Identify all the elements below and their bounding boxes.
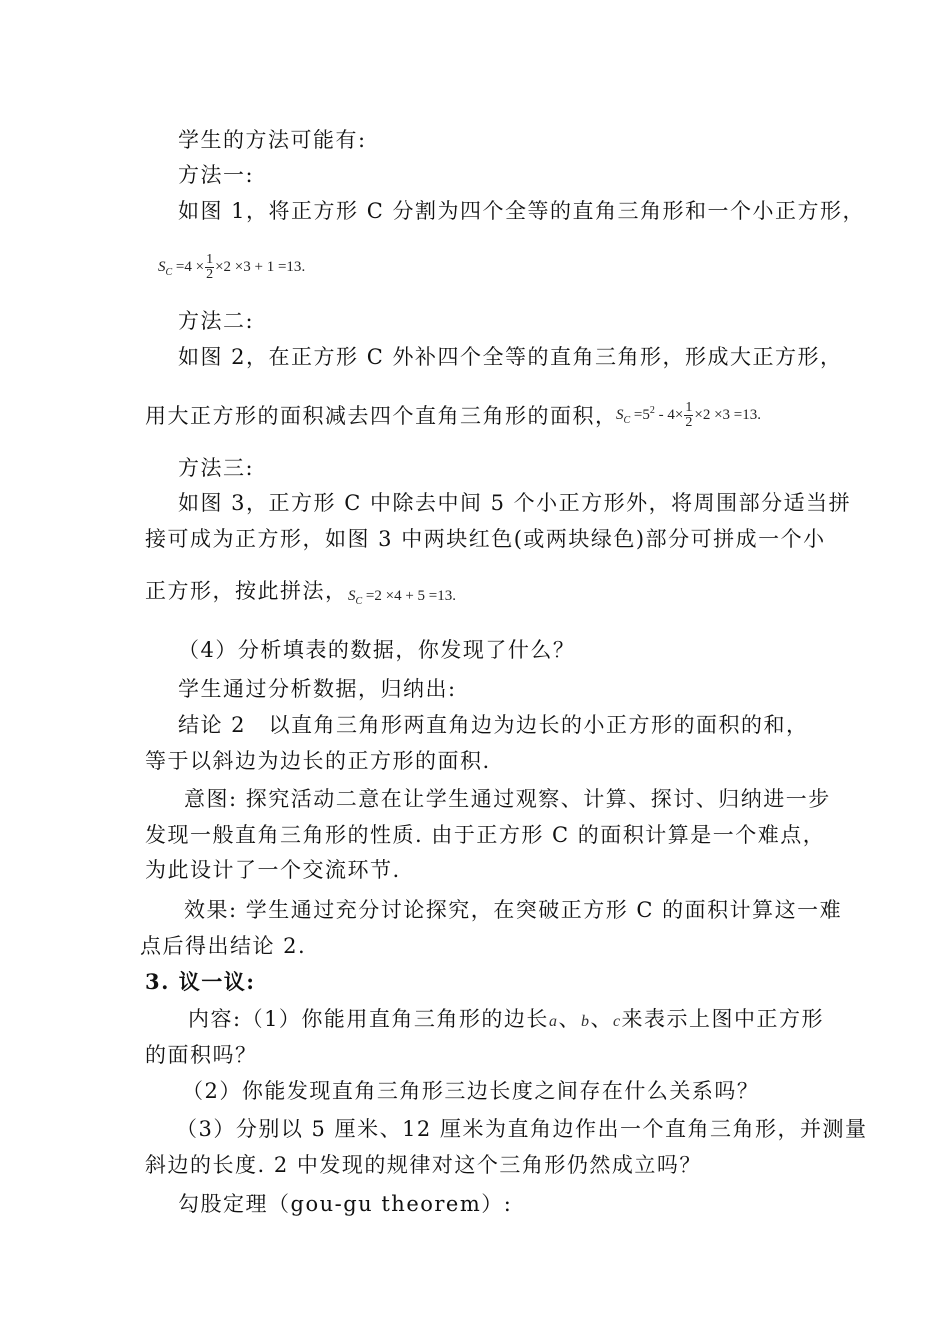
text-line: 如图 1，将正方形 C 分割为四个全等的直角三角形和一个小正方形， (178, 199, 865, 223)
text-line: 方法三: (178, 456, 255, 480)
text-line: 如图 3，正方形 C 中除去中间 5 个小正方形外，将周围部分适当拼 (178, 491, 852, 515)
formula-method-1: $S_C =4$ × $\frac{1}{2}$ ×2 ×3 + 1 =13. (158, 252, 306, 282)
formula-method-2: $S_C =5^2 - 4\times$ $\frac{1}{2}$ ×2 ×3 =13. (616, 400, 761, 430)
text-line: 发现一般直角三角形的性质. 由于正方形 C 的面积计算是一个难点， (145, 823, 826, 847)
text-line: （2）你能发现直角三角形三边长度之间存在什么关系吗？ (182, 1079, 760, 1103)
text-line: 结论 2 以直角三角形两直角边为边长的小正方形的面积的和， (178, 713, 809, 737)
text-line: 用大正方形的面积减去四个直角三角形的面积， (145, 404, 618, 428)
text-line: 的面积吗？ (145, 1043, 258, 1067)
text-line: 如图 2，在正方形 C 外补四个全等的直角三角形，形成大正方形， (178, 345, 843, 369)
text-line: 正方形，按此拼法， (145, 579, 348, 603)
text-line: 接可成为正方形，如图 3 中两块红色(或两块绿色)部分可拼成一个小 (145, 527, 826, 551)
text-line: （3）分别以 5 厘米、12 厘米为直角边作出一个直角三角形，并测量 (176, 1117, 868, 1141)
text-line: （4）分析填表的数据，你发现了什么？ (178, 638, 576, 662)
text-line: 为此设计了一个交流环节. (145, 858, 401, 882)
section-heading: 3. 议一议: (145, 969, 256, 994)
text-line: 等于以斜边为边长的正方形的面积. (145, 749, 491, 773)
text-line: 点后得出结论 2. (140, 934, 307, 958)
text-line: 方法一: (178, 163, 255, 187)
text-line: 效果: 学生通过充分讨论探究，在突破正方形 C 的面积计算这一难 (184, 898, 843, 922)
text-line: 学生通过分析数据，归纳出: (178, 677, 457, 701)
text-line: 意图: 探究活动二意在让学生通过观察、计算、探讨、归纳进一步 (184, 787, 831, 811)
text-line: 方法二: (178, 309, 255, 333)
text-line: 学生的方法可能有: (178, 128, 367, 152)
text-line: 勾股定理（gou-gu theorem）: (178, 1192, 513, 1216)
text-line: 内容:（1）你能用直角三角形的边长a、b、c来表示上图中正方形 (188, 1007, 825, 1031)
text-line: 斜边的长度. 2 中发现的规律对这个三角形仍然成立吗？ (145, 1153, 702, 1177)
formula-method-3: $S_C =2 \times 4 + 5 =13$. (348, 588, 457, 607)
